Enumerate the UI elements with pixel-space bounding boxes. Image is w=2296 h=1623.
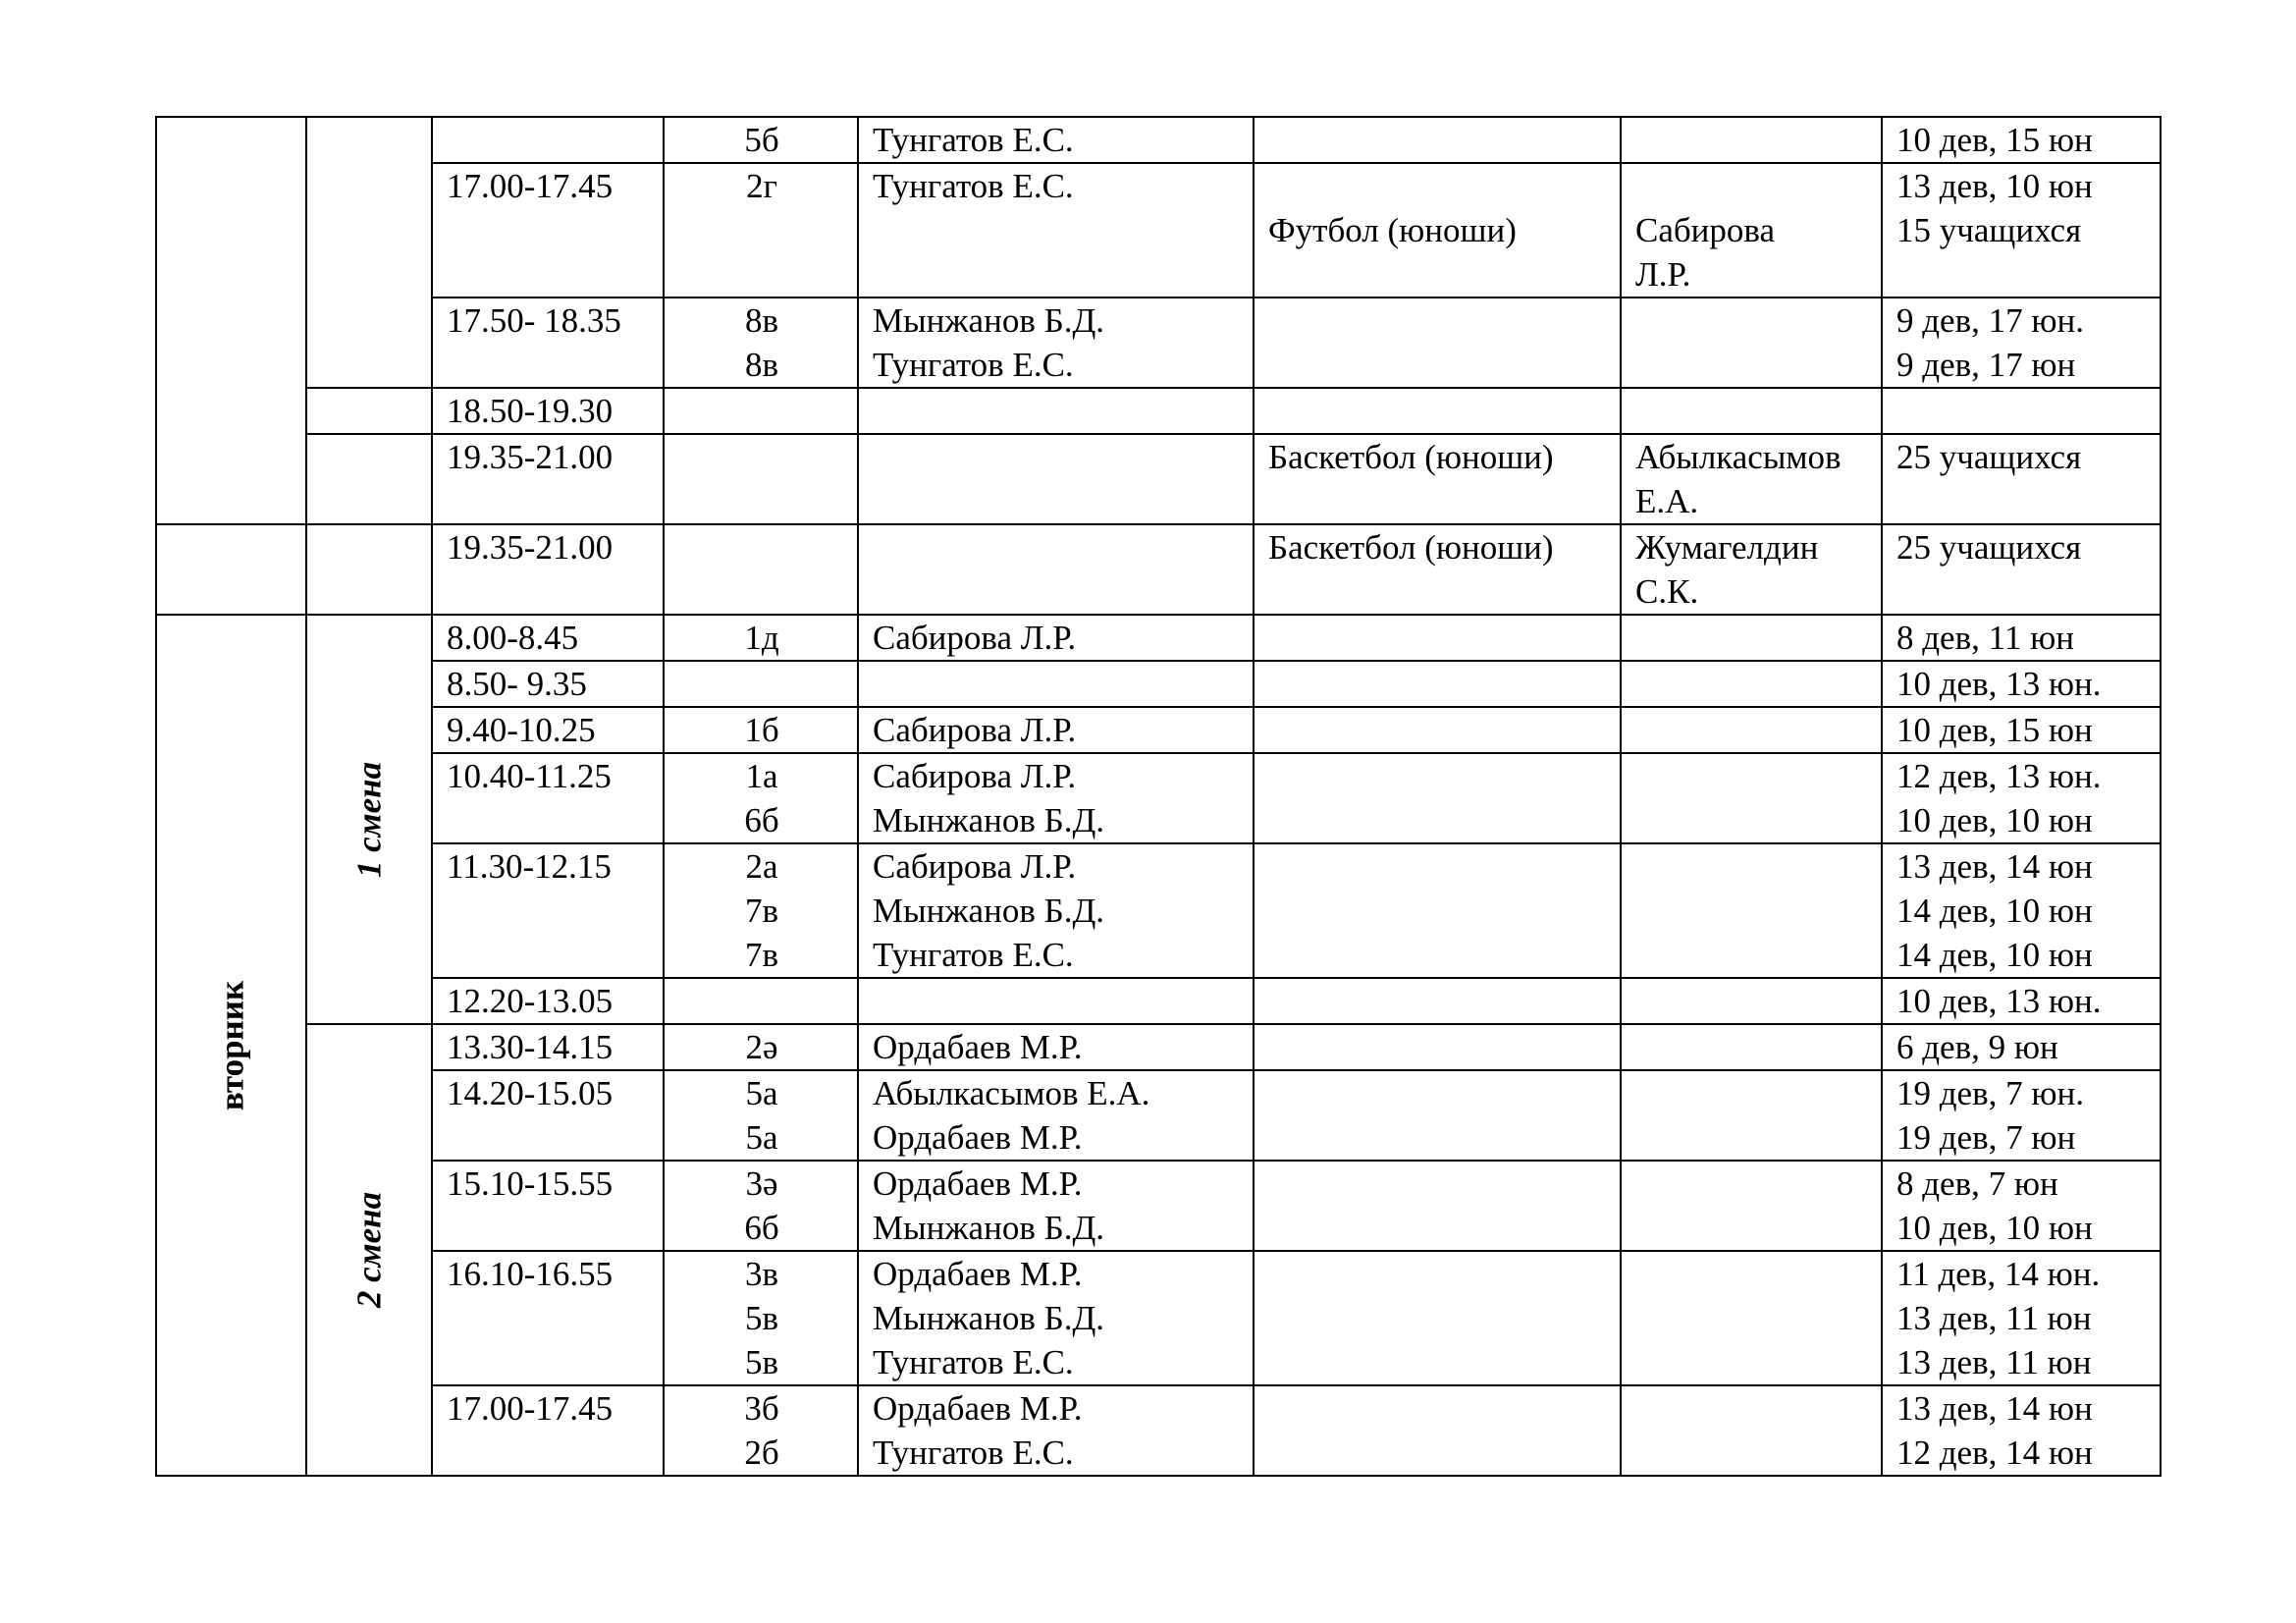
students-cell: [1882, 843, 2161, 978]
shift-cell-empty: [306, 117, 432, 388]
section-cell: [1254, 1251, 1621, 1385]
class-cell: [664, 1024, 858, 1070]
coach-cell-line: Абылкасымов: [1635, 438, 1842, 476]
coach-cell-line: Е.А.: [1635, 482, 1699, 520]
time-cell: [432, 661, 664, 707]
class-cell: [664, 661, 858, 707]
coach-cell-line: [1635, 164, 1869, 208]
shift-label-cell: [306, 615, 432, 1024]
section-cell: [1254, 615, 1621, 661]
teacher-cell: [858, 298, 1254, 388]
table-row: [156, 615, 2161, 661]
time-slot: 19.35-21.00: [447, 528, 614, 567]
class-cell: [664, 163, 858, 298]
teacher-cell: [858, 615, 1254, 661]
students-cell: [1882, 434, 2161, 524]
teacher-cell: [858, 978, 1254, 1024]
students-cell-line: 13 дев, 11 юн: [1896, 1299, 2092, 1337]
teacher-cell: [858, 843, 1254, 978]
section-cell: [1254, 843, 1621, 978]
time-cell: [432, 978, 664, 1024]
teacher-cell-line: Абылкасымов Е.А.: [873, 1074, 1150, 1112]
teacher-cell-line: Тунгатов Е.С.: [873, 346, 1074, 384]
table-row: [156, 1161, 2161, 1251]
shift-cell-empty: [306, 434, 432, 524]
section-cell: [1254, 388, 1621, 434]
section-cell: [1254, 117, 1621, 163]
teacher-cell: [858, 434, 1254, 524]
class-cell-line: 8в: [744, 346, 779, 384]
students-cell-line: 19 дев, 7 юн: [1896, 1118, 2076, 1157]
class-cell-line: 5а: [745, 1118, 778, 1157]
students-cell: [1882, 1161, 2161, 1251]
class-cell-line: 1а: [745, 757, 778, 795]
students-cell: [1882, 661, 2161, 707]
teacher-cell: [858, 163, 1254, 298]
coach-cell-line: Жумагелдин: [1635, 528, 1819, 567]
students-cell-line: 10 дев, 15 юн: [1896, 121, 2093, 159]
day-label: вторник: [212, 980, 250, 1110]
time-cell: [432, 707, 664, 753]
time-slot: 10.40-11.25: [447, 757, 612, 795]
students-cell-line: 15 учащихся: [1896, 211, 2082, 249]
class-cell-line: 5в: [744, 1343, 779, 1381]
class-cell: [664, 1251, 858, 1385]
teacher-cell-line: Мынжанов Б.Д.: [873, 1209, 1105, 1247]
section-cell-line: [1268, 164, 1608, 208]
teacher-cell-line: Сабирова Л.Р.: [873, 847, 1077, 886]
section-cell: [1254, 298, 1621, 388]
class-cell: [664, 615, 858, 661]
students-cell: [1882, 1251, 2161, 1385]
students-cell-line: 10 дев, 15 юн: [1896, 711, 2093, 749]
students-cell: [1882, 707, 2161, 753]
class-cell: [664, 298, 858, 388]
teacher-cell-line: Сабирова Л.Р.: [873, 711, 1077, 749]
section-cell-line: Баскетбол (юноши): [1268, 438, 1554, 476]
table-row: [156, 298, 2161, 388]
students-cell: [1882, 1070, 2161, 1161]
time-cell: [432, 163, 664, 298]
time-cell: [432, 753, 664, 843]
students-cell: [1882, 1385, 2161, 1476]
coach-cell-line: С.К.: [1635, 572, 1699, 611]
shift-cell-empty: [306, 388, 432, 434]
section-cell: [1254, 1024, 1621, 1070]
table-row: [156, 524, 2161, 615]
table-row: [156, 163, 2161, 298]
class-cell-line: 2г: [746, 167, 777, 205]
students-cell-line: 8 дев, 7 юн: [1896, 1164, 2058, 1203]
students-cell: [1882, 978, 2161, 1024]
students-cell-line: 6 дев, 9 юн: [1896, 1028, 2058, 1066]
section-cell-line: Футбол (юноши): [1268, 211, 1517, 249]
students-cell: [1882, 163, 2161, 298]
teacher-cell: [858, 524, 1254, 615]
time-slot: 17.50- 18.35: [447, 301, 621, 340]
time-slot: 16.10-16.55: [447, 1255, 614, 1293]
time-cell: [432, 524, 664, 615]
teacher-cell-line: Ордабаев М.Р.: [873, 1028, 1083, 1066]
table-row: [156, 388, 2161, 434]
time-slot: 13.30-14.15: [447, 1028, 614, 1066]
students-cell-line: 9 дев, 17 юн.: [1896, 301, 2084, 340]
students-cell-line: 14 дев, 10 юн: [1896, 892, 2093, 930]
teacher-cell: [858, 388, 1254, 434]
coach-cell-line: Л.Р.: [1635, 255, 1691, 294]
shift-label: 2 смена: [349, 1191, 389, 1309]
class-cell: [664, 753, 858, 843]
table-row: [156, 117, 2161, 163]
class-cell-line: 3в: [744, 1255, 779, 1293]
students-cell-line: 12 дев, 13 юн.: [1896, 757, 2102, 795]
students-cell-line: 14 дев, 10 юн: [1896, 936, 2093, 974]
coach-cell: [1621, 1024, 1882, 1070]
class-cell-line: 7в: [744, 936, 779, 974]
time-slot: 9.40-10.25: [447, 711, 596, 749]
shift-label-cell: [306, 1024, 432, 1476]
class-cell-line: 2б: [744, 1434, 779, 1472]
table-row: [156, 1385, 2161, 1476]
teacher-cell: [858, 1161, 1254, 1251]
teacher-cell: [858, 1070, 1254, 1161]
class-cell-line: 5а: [745, 1074, 778, 1112]
class-cell-line: 1б: [744, 711, 779, 749]
teacher-cell-line: Сабирова Л.Р.: [873, 757, 1077, 795]
class-cell-line: 2ә: [745, 1028, 778, 1066]
students-cell: [1882, 753, 2161, 843]
students-cell-line: 25 учащихся: [1896, 528, 2082, 567]
students-cell: [1882, 524, 2161, 615]
coach-cell: [1621, 298, 1882, 388]
table-row: [156, 753, 2161, 843]
coach-cell: [1621, 434, 1882, 524]
day-cell-empty: [156, 524, 306, 615]
time-cell: [432, 117, 664, 163]
teacher-cell-line: Сабирова Л.Р.: [873, 619, 1077, 657]
students-cell-line: 10 дев, 10 юн: [1896, 801, 2093, 839]
section-cell: [1254, 524, 1621, 615]
coach-cell: [1621, 1385, 1882, 1476]
class-cell-line: 3б: [744, 1389, 779, 1428]
students-cell-line: 10 дев, 13 юн.: [1896, 665, 2102, 703]
shift-label: 1 смена: [349, 761, 389, 878]
class-cell-line: 7в: [744, 892, 779, 930]
section-cell: [1254, 434, 1621, 524]
day-cell-empty: [156, 117, 306, 524]
section-cell: [1254, 163, 1621, 298]
class-cell-line: 3ә: [745, 1164, 778, 1203]
table-row: [156, 1070, 2161, 1161]
students-cell-line: 8 дев, 11 юн: [1896, 619, 2074, 657]
table-row: [156, 661, 2161, 707]
class-cell: [664, 843, 858, 978]
shift-cell-empty: [306, 524, 432, 615]
section-cell: [1254, 1070, 1621, 1161]
teacher-cell: [858, 661, 1254, 707]
students-cell-line: 25 учащихся: [1896, 438, 2082, 476]
teacher-cell-line: Мынжанов Б.Д.: [873, 892, 1105, 930]
students-cell-line: 9 дев, 17 юн: [1896, 346, 2076, 384]
teacher-cell-line: Тунгатов Е.С.: [873, 936, 1074, 974]
table-row: [156, 1024, 2161, 1070]
coach-cell: [1621, 843, 1882, 978]
teacher-cell-line: Мынжанов Б.Д.: [873, 801, 1105, 839]
table-row: [156, 843, 2161, 978]
class-cell-line: 6б: [744, 1209, 779, 1247]
class-cell-line: 2а: [745, 847, 778, 886]
time-cell: [432, 1385, 664, 1476]
teacher-cell-line: Тунгатов Е.С.: [873, 121, 1074, 159]
students-cell: [1882, 615, 2161, 661]
class-cell: [664, 434, 858, 524]
section-cell-line: Баскетбол (юноши): [1268, 528, 1554, 567]
section-cell: [1254, 978, 1621, 1024]
coach-cell: [1621, 117, 1882, 163]
schedule-table: [155, 116, 2162, 1477]
students-cell-line: 13 дев, 10 юн: [1896, 167, 2093, 205]
teacher-cell-line: Ордабаев М.Р.: [873, 1389, 1083, 1428]
teacher-cell-line: Тунгатов Е.С.: [873, 167, 1074, 205]
section-cell: [1254, 1385, 1621, 1476]
students-cell: [1882, 388, 2161, 434]
teacher-cell-line: Ордабаев М.Р.: [873, 1118, 1083, 1157]
class-cell: [664, 707, 858, 753]
students-cell: [1882, 298, 2161, 388]
students-cell-line: 11 дев, 14 юн.: [1896, 1255, 2101, 1293]
time-cell: [432, 298, 664, 388]
coach-cell: [1621, 1161, 1882, 1251]
teacher-cell: [858, 1385, 1254, 1476]
students-cell-line: 10 дев, 13 юн.: [1896, 982, 2102, 1020]
time-slot: 14.20-15.05: [447, 1074, 614, 1112]
class-cell-line: 6б: [744, 801, 779, 839]
time-cell: [432, 1161, 664, 1251]
class-cell: [664, 1070, 858, 1161]
class-cell-line: 1д: [744, 619, 779, 657]
time-cell: [432, 615, 664, 661]
students-cell: [1882, 117, 2161, 163]
day-label-cell: [156, 615, 306, 1476]
time-slot: 8.00-8.45: [447, 619, 579, 657]
students-cell: [1882, 1024, 2161, 1070]
time-slot: 11.30-12.15: [447, 847, 612, 886]
students-cell-line: 19 дев, 7 юн.: [1896, 1074, 2084, 1112]
section-cell: [1254, 661, 1621, 707]
table-row: [156, 1251, 2161, 1385]
students-cell-line: 13 дев, 11 юн: [1896, 1343, 2092, 1381]
coach-cell: [1621, 615, 1882, 661]
class-cell-line: 5б: [744, 121, 779, 159]
teacher-cell-line: Мынжанов Б.Д.: [873, 1299, 1105, 1337]
time-cell: [432, 1251, 664, 1385]
time-slot: 17.00-17.45: [447, 1389, 614, 1428]
section-cell: [1254, 707, 1621, 753]
section-cell: [1254, 753, 1621, 843]
coach-cell: [1621, 1070, 1882, 1161]
class-cell: [664, 978, 858, 1024]
time-slot: 8.50- 9.35: [447, 665, 587, 703]
table-row: [156, 434, 2161, 524]
class-cell: [664, 1385, 858, 1476]
class-cell: [664, 524, 858, 615]
coach-cell: [1621, 661, 1882, 707]
teacher-cell-line: Ордабаев М.Р.: [873, 1255, 1083, 1293]
class-cell: [664, 117, 858, 163]
students-cell-line: 13 дев, 14 юн: [1896, 847, 2093, 886]
time-cell: [432, 434, 664, 524]
coach-cell: [1621, 388, 1882, 434]
time-cell: [432, 1024, 664, 1070]
time-slot: 17.00-17.45: [447, 167, 614, 205]
time-slot: 12.20-13.05: [447, 982, 614, 1020]
class-cell-line: 8в: [744, 301, 779, 340]
teacher-cell: [858, 117, 1254, 163]
time-slot: 19.35-21.00: [447, 438, 614, 476]
coach-cell: [1621, 163, 1882, 298]
coach-cell-line: Сабирова: [1635, 211, 1776, 249]
class-cell: [664, 388, 858, 434]
coach-cell: [1621, 707, 1882, 753]
teacher-cell: [858, 707, 1254, 753]
teacher-cell-line: Ордабаев М.Р.: [873, 1164, 1083, 1203]
students-cell-line: 12 дев, 14 юн: [1896, 1434, 2093, 1472]
table-row: [156, 978, 2161, 1024]
teacher-cell-line: Тунгатов Е.С.: [873, 1343, 1074, 1381]
coach-cell: [1621, 1251, 1882, 1385]
coach-cell: [1621, 524, 1882, 615]
time-cell: [432, 1070, 664, 1161]
section-cell: [1254, 1161, 1621, 1251]
students-cell-line: 10 дев, 10 юн: [1896, 1209, 2093, 1247]
coach-cell: [1621, 753, 1882, 843]
students-cell-line: 13 дев, 14 юн: [1896, 1389, 2093, 1428]
teacher-cell-line: Мынжанов Б.Д.: [873, 301, 1105, 340]
teacher-cell: [858, 1024, 1254, 1070]
coach-cell: [1621, 978, 1882, 1024]
teacher-cell-line: Тунгатов Е.С.: [873, 1434, 1074, 1472]
time-slot: 15.10-15.55: [447, 1164, 614, 1203]
class-cell: [664, 1161, 858, 1251]
table-row: [156, 707, 2161, 753]
teacher-cell: [858, 753, 1254, 843]
teacher-cell: [858, 1251, 1254, 1385]
time-cell: [432, 843, 664, 978]
time-slot: 18.50-19.30: [447, 392, 614, 430]
time-cell: [432, 388, 664, 434]
class-cell-line: 5в: [744, 1299, 779, 1337]
